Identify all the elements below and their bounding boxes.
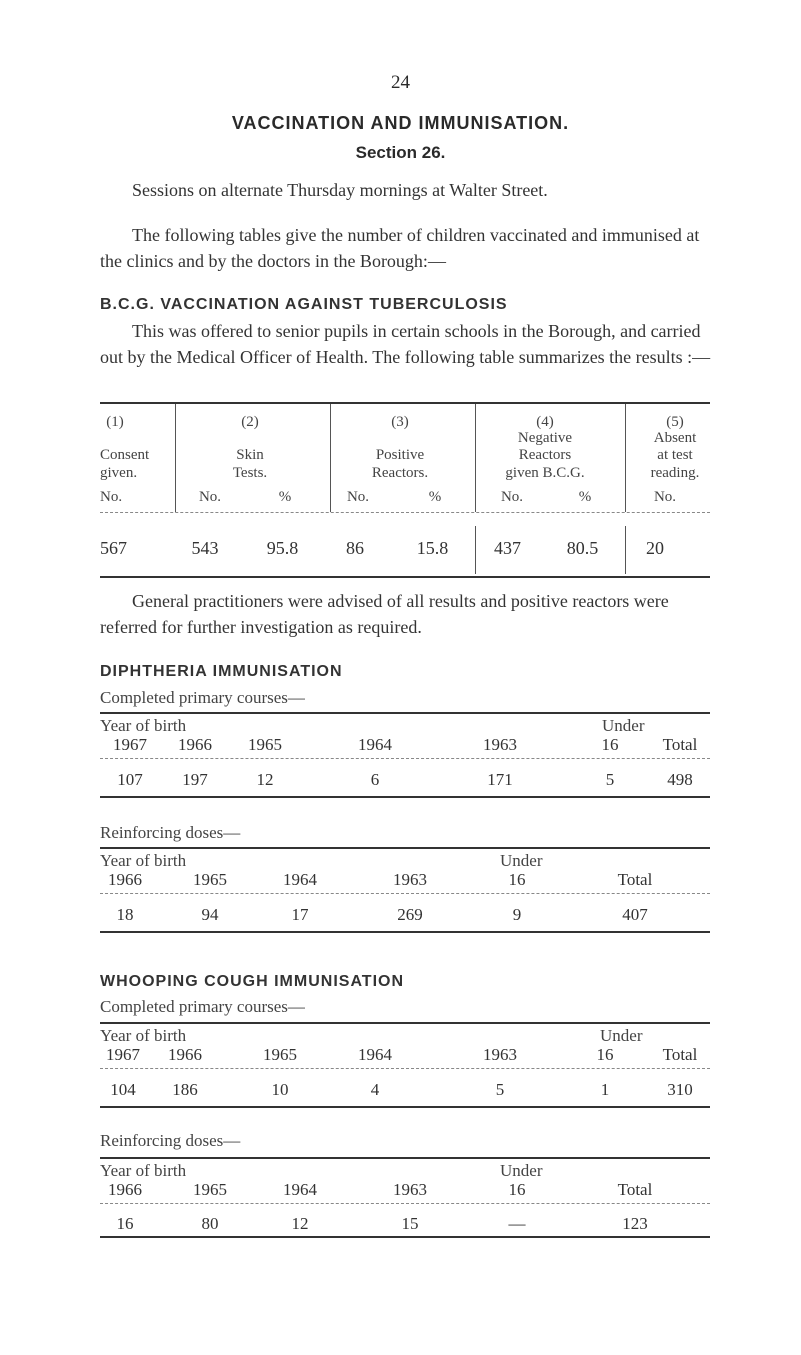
bcg-col-number: (5) — [666, 414, 684, 430]
table-cell: 197 — [182, 770, 208, 789]
under-label: Under — [500, 851, 543, 870]
table-cell: 186 — [172, 1080, 198, 1099]
column-year: 1965 — [263, 1045, 297, 1064]
table-cell: — — [508, 1214, 526, 1233]
page-title: VACCINATION AND IMMUNISATION. — [231, 113, 570, 133]
table-top-rule — [100, 1022, 710, 1024]
table-cell: 94 — [201, 905, 219, 924]
column-year: 16 — [601, 735, 619, 754]
intro-sessions: Sessions on alternate Thursday mornings at Walter Street. — [132, 180, 548, 200]
bcg-col-label: Positive — [375, 447, 425, 463]
bcg-sub-no: No. — [653, 489, 677, 505]
bcg-col-label: given. — [100, 465, 138, 481]
column-year: 16 — [508, 1180, 526, 1199]
column-year: 1963 — [393, 870, 427, 889]
diphtheria-heading: DIPHTHERIA IMMUNISATION — [100, 663, 343, 680]
bcg-skin-no: 543 — [191, 538, 219, 558]
bcg-sub-pct: % — [278, 489, 292, 505]
bcg-sub-no: No. — [500, 489, 524, 505]
column-year: 1964 — [283, 1180, 317, 1199]
bcg-sub-pct: % — [578, 489, 592, 505]
bcg-header-rule — [100, 512, 710, 513]
whooping-heading: WHOOPING COUGH IMMUNISATION — [100, 973, 405, 990]
table-cell: 1 — [600, 1080, 610, 1099]
table-cell: 5 — [495, 1080, 505, 1099]
table-header-rule — [100, 758, 710, 759]
page-number: 24 — [391, 72, 410, 93]
bcg-note: General practitioners were advised of all results and positive reactors were referred for further investigation as required. — [100, 591, 669, 637]
table-cell: 17 — [291, 905, 309, 924]
table-header-rule — [100, 893, 710, 894]
column-year: 1964 — [283, 870, 317, 889]
bcg-pos-no: 86 — [346, 538, 364, 558]
table-cell: 4 — [370, 1080, 380, 1099]
table-bottom-rule — [100, 796, 710, 798]
bcg-absent-value: 20 — [646, 538, 664, 558]
table-bottom-rule — [100, 1236, 710, 1238]
bcg-sub-no: No. — [100, 489, 123, 505]
bcg-sub-pct: % — [428, 489, 442, 505]
table-cell: 12 — [291, 1214, 309, 1233]
column-total: Total — [662, 735, 698, 754]
bcg-sub-no: No. — [346, 489, 370, 505]
bcg-divider — [175, 404, 176, 512]
table-cell-total: 310 — [667, 1080, 693, 1099]
table-top-rule — [100, 712, 710, 714]
table-bottom-rule — [100, 931, 710, 933]
table-cell: 5 — [605, 770, 615, 789]
column-year: 1966 — [178, 735, 212, 754]
column-total: Total — [617, 1180, 653, 1199]
year-of-birth-label: Year of birth — [100, 1026, 187, 1045]
table-cell-total: 498 — [667, 770, 693, 789]
table-cell: 12 — [256, 770, 274, 789]
column-year: 1967 — [106, 1045, 140, 1064]
bcg-col-label: Consent — [100, 447, 150, 463]
bcg-sub-no: No. — [198, 489, 222, 505]
bcg-top-rule — [100, 402, 710, 404]
diphtheria-primary-caption: Completed primary courses— — [100, 688, 305, 707]
table-cell: 9 — [512, 905, 522, 924]
bcg-divider — [475, 404, 476, 512]
column-year: 1965 — [193, 1180, 227, 1199]
bcg-divider — [475, 526, 476, 574]
column-year: 16 — [596, 1045, 614, 1064]
table-cell: 107 — [117, 770, 143, 789]
bcg-col-label: Reactors. — [371, 465, 429, 481]
table-cell: 15 — [401, 1214, 419, 1233]
bcg-text: This was offered to senior pupils in certain schools in the Borough, and carried out by the Medical Officer of Health. The following table summarizes the results :— — [100, 321, 711, 367]
bcg-col-label: Absent — [653, 430, 697, 446]
column-year: 1965 — [193, 870, 227, 889]
diphtheria-reinforcing-caption: Reinforcing doses— — [100, 823, 241, 842]
under-label: Under — [602, 716, 645, 735]
bcg-col-label: Negative — [517, 430, 573, 446]
whooping-primary-caption: Completed primary courses— — [100, 997, 305, 1016]
section-label: Section 26. — [355, 143, 446, 162]
bcg-col-number: (4) — [536, 414, 554, 430]
bcg-divider — [625, 404, 626, 512]
table-cell: 6 — [370, 770, 380, 789]
bcg-col-label: Skin — [236, 447, 264, 463]
table-cell: 10 — [271, 1080, 289, 1099]
bcg-col-number: (1) — [106, 414, 124, 430]
table-cell: 104 — [110, 1080, 136, 1099]
column-year: 1965 — [248, 735, 282, 754]
table-cell: 171 — [487, 770, 513, 789]
bcg-divider — [330, 404, 331, 512]
table-cell: 16 — [116, 1214, 134, 1233]
column-year: 1966 — [108, 870, 142, 889]
table-top-rule — [100, 847, 710, 849]
bcg-col-label: reading. — [650, 465, 700, 481]
bcg-skin-pct: 95.8 — [266, 538, 299, 558]
year-of-birth-label: Year of birth — [100, 851, 187, 870]
bcg-neg-no: 437 — [494, 538, 521, 558]
bcg-col-number: (2) — [241, 414, 259, 430]
table-cell-total: 407 — [622, 905, 648, 924]
table-header-rule — [100, 1203, 710, 1204]
bcg-pos-pct: 15.8 — [416, 538, 449, 558]
bcg-divider — [625, 526, 626, 574]
column-year: 1964 — [358, 735, 392, 754]
bcg-neg-pct: 80.5 — [566, 538, 599, 558]
column-year: 1967 — [113, 735, 147, 754]
whooping-reinforcing-caption: Reinforcing doses— — [100, 1131, 241, 1150]
year-of-birth-label: Year of birth — [100, 716, 187, 735]
table-header-rule — [100, 1068, 710, 1069]
table-cell: 269 — [397, 905, 423, 924]
table-cell-total: 123 — [622, 1214, 648, 1233]
under-label: Under — [500, 1161, 543, 1180]
bcg-col-label: Tests. — [232, 465, 268, 481]
bcg-col-label: Reactors — [518, 447, 572, 463]
bcg-col-number: (3) — [391, 414, 409, 430]
under-label: Under — [600, 1026, 643, 1045]
year-of-birth-label: Year of birth — [100, 1161, 187, 1180]
column-year: 1963 — [483, 1045, 517, 1064]
column-year: 1963 — [393, 1180, 427, 1199]
table-bottom-rule — [100, 1106, 710, 1108]
table-cell: 80 — [201, 1214, 219, 1233]
intro-tables: The following tables give the number of children vaccinated and immunised at the clinics and by the doctors in the Borough:— — [100, 225, 700, 271]
column-year: 1966 — [168, 1045, 202, 1064]
bcg-consent-value: 567 — [100, 538, 127, 558]
table-cell: 18 — [116, 905, 134, 924]
bcg-col-label: given B.C.G. — [505, 465, 585, 481]
column-total: Total — [662, 1045, 698, 1064]
bcg-col-label: at test — [657, 447, 693, 463]
column-year: 1964 — [358, 1045, 392, 1064]
bcg-heading: B.C.G. VACCINATION AGAINST TUBERCULOSIS — [100, 296, 508, 313]
bcg-bottom-rule — [100, 576, 710, 578]
column-total: Total — [617, 870, 653, 889]
table-top-rule — [100, 1157, 710, 1159]
column-year: 1963 — [483, 735, 517, 754]
column-year: 16 — [508, 870, 526, 889]
column-year: 1966 — [108, 1180, 142, 1199]
